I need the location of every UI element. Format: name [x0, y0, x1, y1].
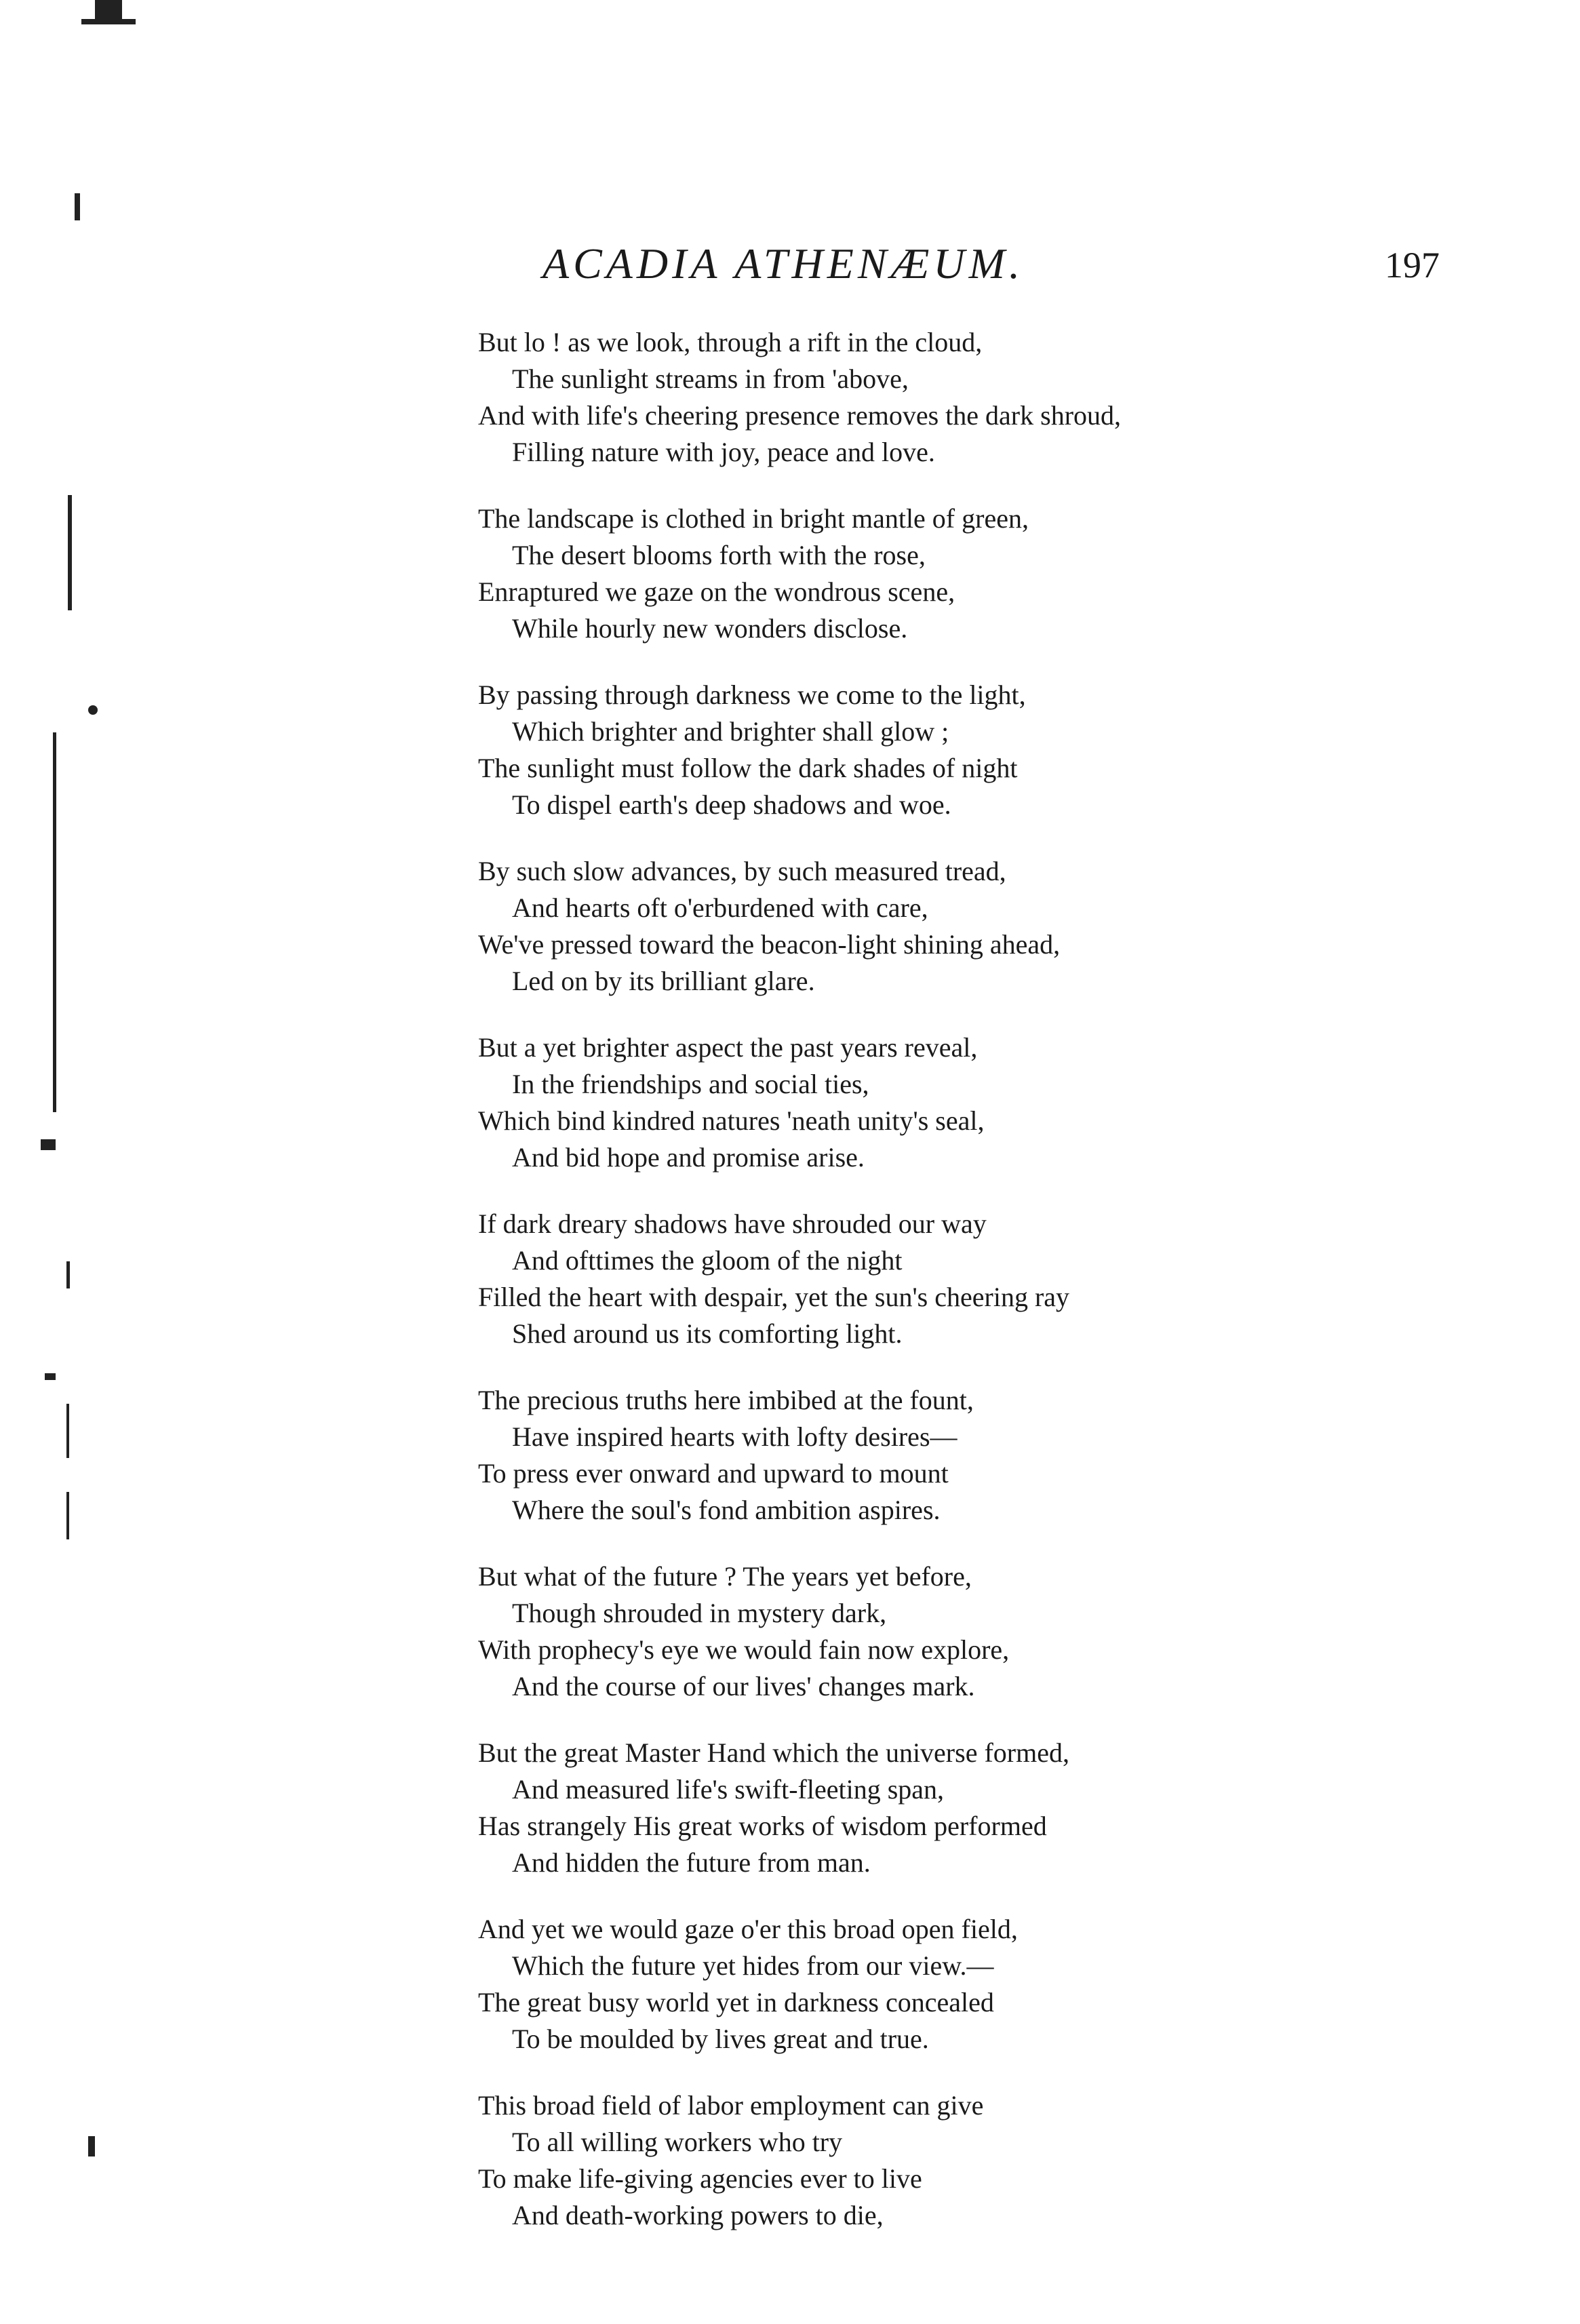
stanza	[478, 677, 1461, 823]
stanza	[478, 853, 1461, 1000]
poem-line: This broad field of labor employment can give	[478, 2090, 984, 2121]
stanza	[478, 500, 1461, 647]
poem-line: If dark dreary shadows have shrouded our way	[478, 1208, 987, 1239]
scan-artifact	[88, 2136, 95, 2156]
poem-line: And ofttimes the gloom of the night	[512, 1245, 903, 1276]
poem-line: Filling nature with joy, peace and love.	[512, 437, 935, 467]
scan-artifact	[88, 705, 98, 715]
running-header-title: ACADIA ATHENÆUM.	[542, 239, 1024, 288]
poem-line: Led on by its brilliant glare.	[512, 966, 815, 996]
scan-artifact	[95, 0, 122, 20]
poem-line: Has strangely His great works of wisdom performed	[478, 1811, 1047, 1841]
stanza	[478, 2087, 1461, 2234]
scan-artifact	[66, 1261, 70, 1288]
poem-line: In the friendships and social ties,	[512, 1069, 869, 1099]
scan-artifact	[68, 495, 72, 610]
scan-artifact	[75, 193, 80, 220]
poem-line: To all willing workers who try	[512, 2127, 843, 2157]
poem-line: By passing through darkness we come to the light,	[478, 680, 1026, 710]
poem-line: The great busy world yet in darkness concealed	[478, 1987, 994, 2017]
poem-body	[478, 324, 1461, 2264]
poem-line: With prophecy's eye we would fain now explore,	[478, 1634, 1010, 1665]
stanza	[478, 1029, 1461, 1176]
stanza	[478, 1206, 1461, 1352]
poem-line: The sunlight must follow the dark shades of night	[478, 753, 1018, 783]
poem-line: Enraptured we gaze on the wondrous scene,	[478, 576, 955, 607]
scan-artifact	[41, 1139, 56, 1150]
poem-line: The sunlight streams in from 'above,	[512, 363, 909, 394]
poem-line: But lo ! as we look, through a rift in the cloud,	[478, 327, 983, 357]
poem-line: And hearts oft o'erburdened with care,	[512, 892, 928, 923]
poem-line: To dispel earth's deep shadows and woe.	[512, 789, 951, 820]
poem-line: And measured life's swift-fleeting span,	[512, 1774, 945, 1805]
poem-line: And bid hope and promise arise.	[512, 1142, 865, 1173]
scan-artifact	[66, 1404, 69, 1458]
stanza	[478, 1382, 1461, 1529]
poem-line: Have inspired hearts with lofty desires—	[512, 1421, 957, 1452]
poem-line: And hidden the future from man.	[512, 1847, 871, 1878]
poem-line: Though shrouded in mystery dark,	[512, 1598, 887, 1628]
scan-artifact	[53, 732, 56, 1112]
poem-line: Where the soul's fond ambition aspires.	[512, 1495, 941, 1525]
poem-line: To be moulded by lives great and true.	[512, 2024, 929, 2054]
poem-line: The precious truths here imbibed at the fount,	[478, 1385, 974, 1415]
scan-artifact	[81, 19, 136, 24]
page-number: 197	[1385, 245, 1440, 285]
poem-line: But what of the future ? The years yet before,	[478, 1561, 972, 1592]
poem-line: But a yet brighter aspect the past years reveal,	[478, 1032, 978, 1063]
scan-artifact	[66, 1492, 69, 1539]
stanza	[478, 1911, 1461, 2057]
poem-line: While hourly new wonders disclose.	[512, 613, 908, 644]
poem-line: The landscape is clothed in bright mantle of green,	[478, 503, 1029, 534]
stanza	[478, 324, 1461, 471]
poem-line: Which bind kindred natures 'neath unity's seal,	[478, 1105, 985, 1136]
poem-line: But the great Master Hand which the universe formed,	[478, 1737, 1069, 1768]
poem-line: We've pressed toward the beacon-light shining ahead,	[478, 929, 1061, 960]
poem-line: Which the future yet hides from our view.—	[512, 1950, 994, 1981]
poem-line: Shed around us its comforting light.	[512, 1318, 903, 1349]
scan-artifact	[45, 1373, 56, 1380]
poem-line: Filled the heart with despair, yet the sun's cheering ray	[478, 1282, 1070, 1312]
poem-line: To press ever onward and upward to mount	[478, 1458, 949, 1489]
poem-line: By such slow advances, by such measured tread,	[478, 856, 1006, 886]
poem-line: The desert blooms forth with the rose,	[512, 540, 926, 570]
stanza	[478, 1735, 1461, 1881]
poem-line: Which brighter and brighter shall glow ;	[512, 716, 949, 747]
poem-line: And death-working powers to die,	[512, 2200, 884, 2230]
poem-line: And yet we would gaze o'er this broad open field,	[478, 1914, 1018, 1944]
poem-line: To make life-giving agencies ever to live	[478, 2163, 922, 2194]
poem-line: And with life's cheering presence removes the dark shroud,	[478, 400, 1122, 431]
poem-line: And the course of our lives' changes mark.	[512, 1671, 975, 1701]
stanza	[478, 1558, 1461, 1705]
